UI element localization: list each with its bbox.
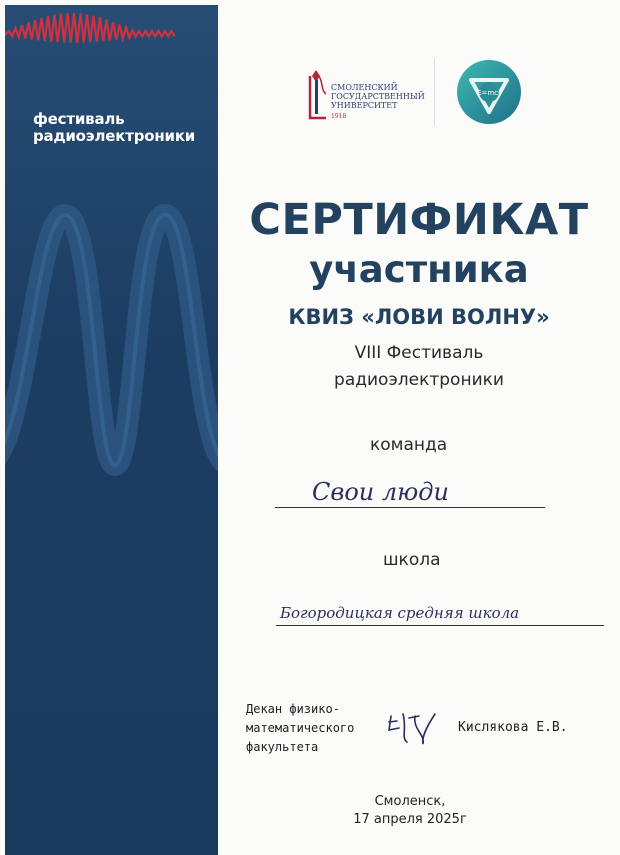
- school-underline: [276, 625, 604, 626]
- certificate-title: СЕРТИФИКАТ: [249, 195, 589, 245]
- footer-date: 17 апреля 2025г: [353, 812, 467, 827]
- quiz-name: КВИЗ «ЛОВИ ВОЛНУ»: [288, 305, 550, 329]
- certificate-subtitle: участника: [309, 248, 529, 291]
- festival-brand-text: фестиваль радиоэлектроники: [33, 110, 196, 145]
- emc-logo: [455, 58, 523, 126]
- footer-city: Смоленск,: [374, 794, 446, 809]
- festival-name: радиоэлектроники: [334, 370, 504, 390]
- team-label: команда: [370, 435, 448, 455]
- festival-edition: VIII Фестиваль: [354, 343, 484, 363]
- festival-sidebar: [5, 5, 218, 855]
- emc-logo-text: E=mc²: [477, 89, 501, 97]
- dean-name: Кислякова Е.В.: [458, 720, 568, 735]
- dean-title: Декан физико- математического факультета: [246, 702, 355, 754]
- team-underline: [275, 507, 545, 508]
- school-name-handwritten: Богородицкая средняя школа: [280, 604, 520, 622]
- school-label: школа: [383, 550, 441, 570]
- team-name-handwritten: Свои люди: [312, 478, 449, 506]
- university-name: СМОЛЕНСКИЙ ГОСУДАРСТВЕННЫЙ УНИВЕРСИТЕТ: [331, 83, 425, 110]
- festival-logo-wave: [5, 5, 185, 50]
- university-year: 1918: [331, 113, 347, 120]
- dean-signature: [385, 708, 445, 748]
- logo-divider: [434, 58, 435, 126]
